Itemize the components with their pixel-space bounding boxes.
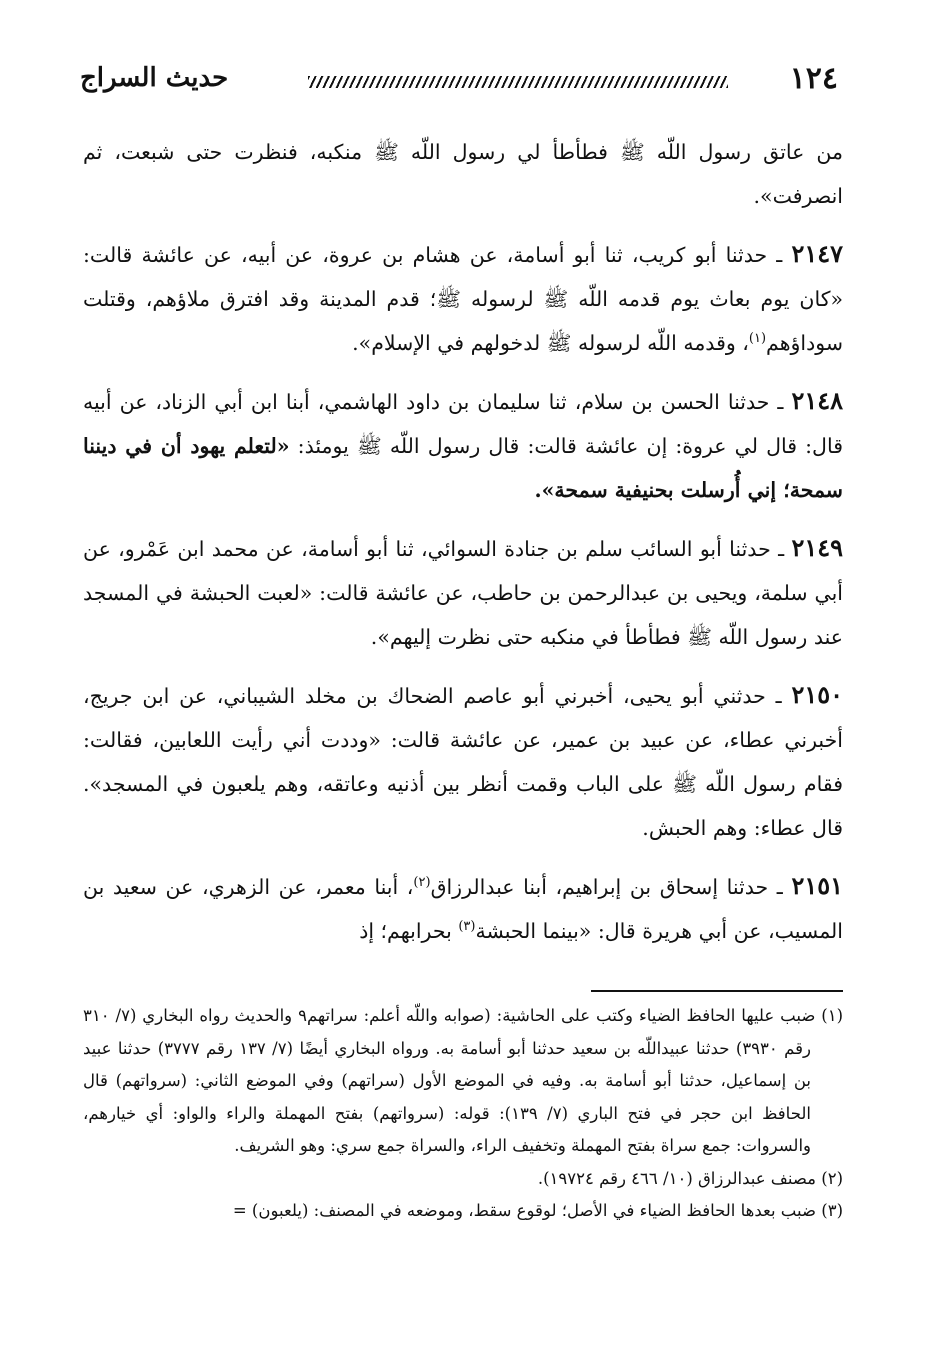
- hadith-2148: [83, 379, 843, 512]
- footnote-2: (٢) مصنف عبدالرزاق (١٠/ ٤٦٦ رقم ١٩٧٢٤).: [537, 1168, 843, 1188]
- hadith-text: ـ حدثنا أبو كريب، ثنا أبو أسامة، عن هشام بن عروة، عن أبيه، عن عائشة قالت: «كان يوم بعاث يوم قدمه اللّه ﷺ لرسوله ﷺ؛ قدم المدينة وقد افترق ملاؤهم، وقتلت سوداؤهم: [83, 243, 843, 355]
- hadith-number: ٢١٥٠: [791, 680, 843, 709]
- hadith-number: ٢١٥١: [791, 871, 843, 900]
- hadith-text: ـ حدثنا أبو السائب سلم بن جنادة السوائي، ثنا أبو أسامة، عن محمد ابن عَمْرو، عن أبي سلمة، ويحيى بن عبدالرحمن بن حاطب، عن عائشة قالت: «لعبت الحبشة في المسجد عند رسول اللّه ﷺ فطأطأ في منكبه حتى نظرت إليهم».: [83, 537, 843, 649]
- footnote-ref[interactable]: (٢): [413, 875, 431, 891]
- footnotes: [83, 1000, 843, 1228]
- paragraph-continuation: [83, 130, 843, 218]
- hadith-number: ٢١٤٧: [791, 239, 843, 268]
- hadith-2151: [83, 864, 843, 953]
- footnote-ref[interactable]: (٣): [458, 919, 476, 935]
- hadith-text: ـ حدثنا الحسن بن سلام، ثنا سليمان بن داود الهاشمي، أبنا ابن أبي الزناد، عن أبيه قال: قال لي عروة: إن عائشة قالت: قال رسول اللّه ﷺ يومئذ:: [83, 390, 844, 458]
- hadith-2147: [83, 232, 843, 365]
- hadith-text: ـ حدثنا إسحاق بن إبراهيم، أبنا عبدالرزاق: [430, 875, 792, 899]
- hadith-text: ـ حدثني أبو يحيى، أخبرني أبو عاصم الضحاك بن مخلد الشيباني، عن ابن جريج، أخبرني عطاء، عن عبيد بن عمير، عن عائشة قالت: «وددت أني رأيت اللعابين، فقالت: فقام رسول اللّه ﷺ على الباب وقمت أنظر بين أذنيه وعاتقه، وهم يلعبون في المسجد». قال عطاء: وهم الحبش.: [83, 684, 843, 840]
- footnote-3: (٣) ضبب بعدها الحافظ الضياء في الأصل؛ لوقوع سقط، وموضعه في المصنف: (يلعبون) =: [232, 1201, 843, 1220]
- hadith-text: ، أبنا معمر، عن الزهري، عن سعيد بن المسيب، عن أبي هريرة قال: «بينما الحبشة: [83, 875, 843, 943]
- main-text: [83, 130, 843, 967]
- paragraph-text: من عاتق رسول اللّه ﷺ فطأطأ لي رسول اللّه ﷺ منكبه، فنظرت حتى شبعت، ثم انصرفت».: [83, 140, 843, 208]
- page-header: [80, 58, 840, 108]
- footnote-1: (١) ضبب عليها الحافظ الضياء وكتب على الحاشية: (صوابه واللّه أعلم: سراتهم٩ والحديث رواه البخاري (٧/ ٣١٠ رقم ٣٩٣٠) حدثنا عبيداللّه بن سعيد حدثنا أبو أسامة به. ورواه البخاري أيضًا (٧/ ١٣٧ رقم ٣٧٧٧) حدثنا عبيد بن إسماعيل، حدثنا أبو أسامة به. وفيه في الموضع الأول (سراتهم) وفي الموضع الثاني: (سرواتهم) قال الحافظ ابن حجر في فتح الباري (٧/ ١٣٩): قوله: (سرواتهم) بفتح المهملة والراء والواو: أي خيارهم، والسروات: جمع سراة بفتح المهملة وتخفيف الراء، والسراة جمع سري: وهو الشريف.: [83, 1006, 844, 1155]
- hadith-2150: [83, 673, 843, 850]
- hadith-text: بحرابهم؛ إذ: [359, 919, 459, 943]
- running-title: حديث السراج: [80, 63, 229, 93]
- page-number: ١٢٤: [789, 61, 838, 96]
- hadith-number: ٢١٤٨: [791, 386, 843, 415]
- hadith-text: ، وقدمه اللّه لرسوله ﷺ لدخولهم في الإسلام».: [352, 331, 749, 355]
- hadith-quote: «لتعلم يهود أن في ديننا سمحة؛ إني أُرسلت بحنيفية سمحة».: [83, 434, 843, 502]
- hadith-number: ٢١٤٩: [791, 533, 843, 562]
- header-decorative-rule: [308, 76, 728, 88]
- footnote-separator: [591, 990, 843, 992]
- hadith-2149: [83, 526, 843, 659]
- footnote-ref[interactable]: (١): [748, 331, 767, 347]
